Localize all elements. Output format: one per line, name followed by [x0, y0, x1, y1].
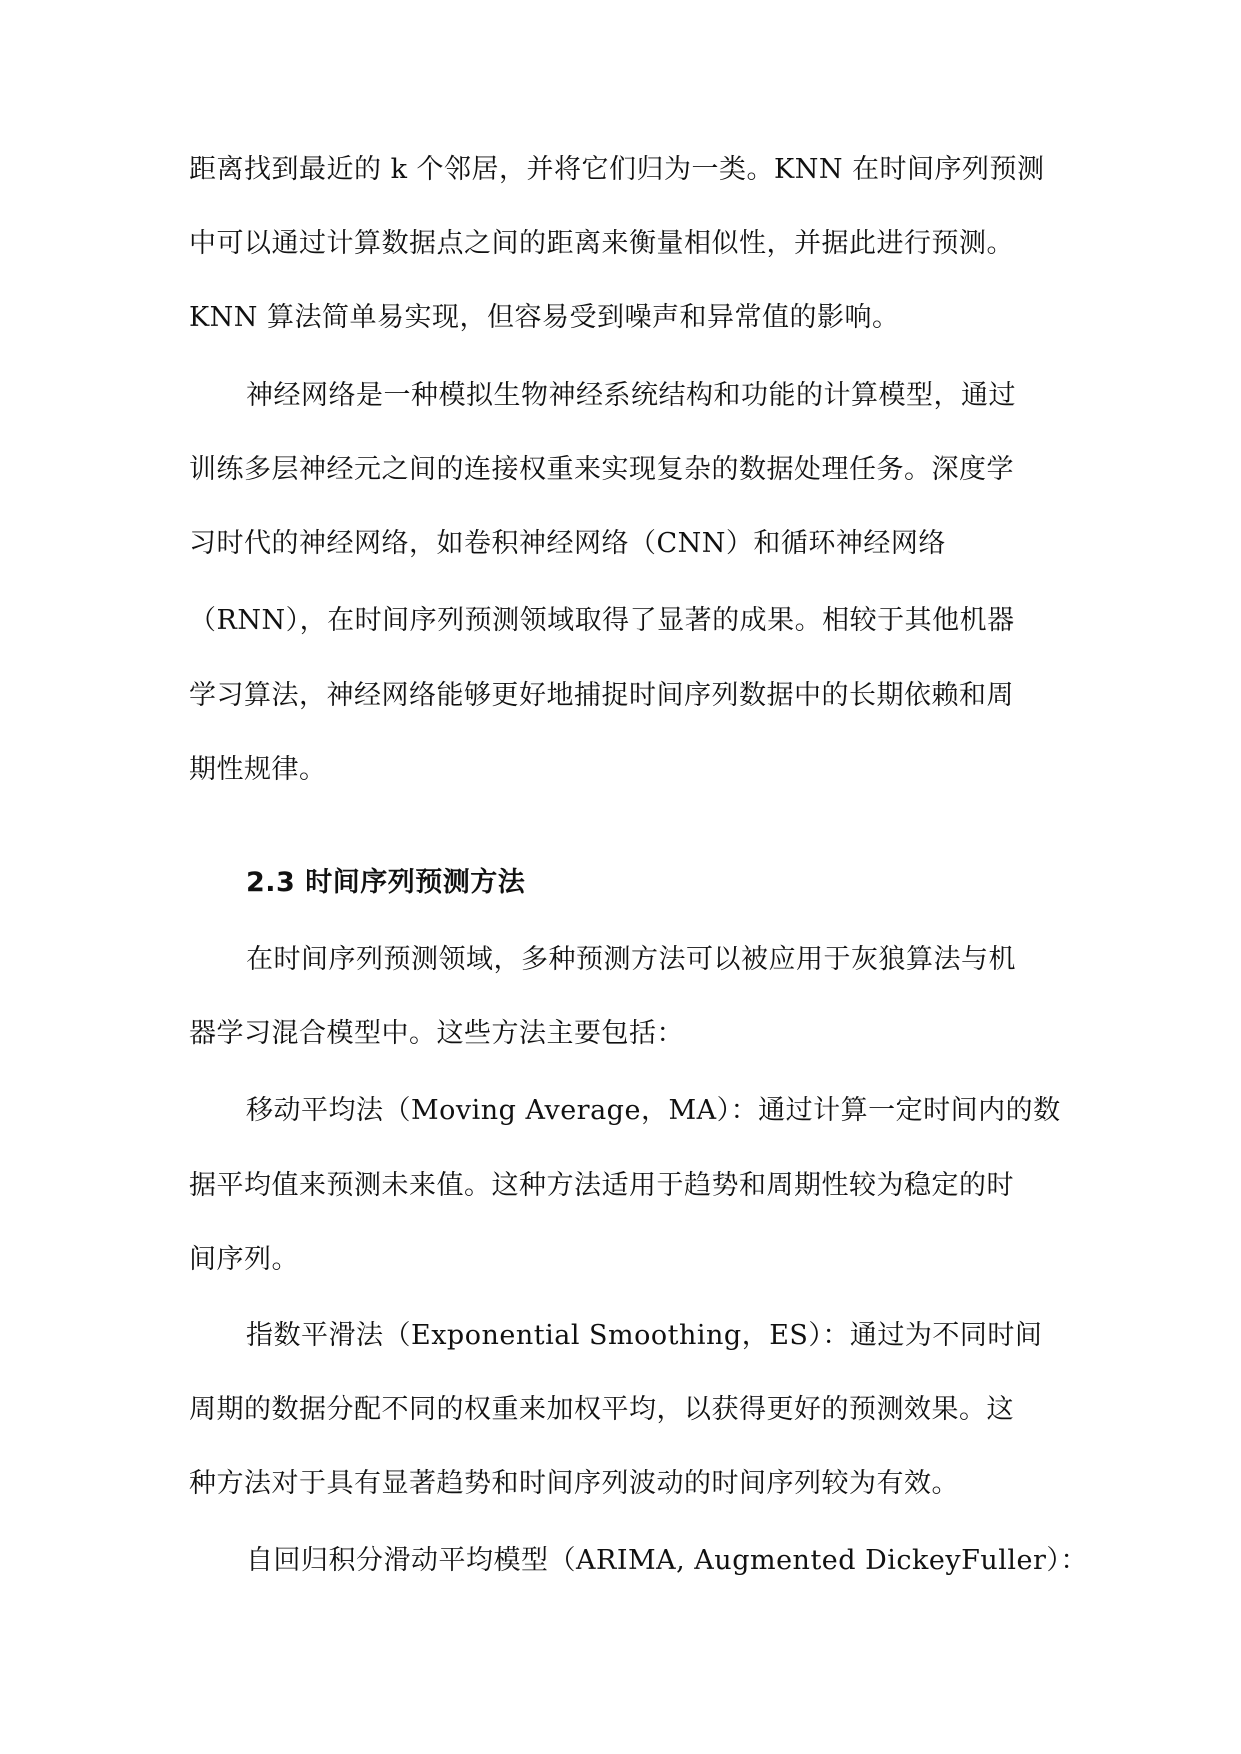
paragraph-es-line-3: 种方法对于具有显著趋势和时间序列波动的时间序列较为有效。 [189, 1468, 959, 1499]
paragraph-nn-line-4: （RNN），在时间序列预测领域取得了显著的成果。相较于其他机器 [189, 605, 1015, 636]
section-heading: 2.3 时间序列预测方法 [246, 867, 526, 898]
paragraph-ma-line-2: 据平均值来预测未来值。这种方法适用于趋势和周期性较为稳定的时 [189, 1170, 1014, 1201]
paragraph-nn-line-5: 学习算法，神经网络能够更好地捕捉时间序列数据中的长期依赖和周 [189, 680, 1014, 711]
paragraph-nn-line-6: 期性规律。 [189, 754, 327, 785]
paragraph-ma-line-1: 移动平均法（Moving Average，MA）：通过计算一定时间内的数 [246, 1095, 1061, 1126]
paragraph-arima-line-1: 自回归积分滑动平均模型（ARIMA, Augmented DickeyFuller）： [246, 1545, 1088, 1576]
paragraph-ma-line-3: 间序列。 [189, 1244, 299, 1275]
paragraph-nn-line-2: 训练多层神经元之间的连接权重来实现复杂的数据处理任务。深度学 [189, 454, 1014, 485]
paragraph-es-line-1: 指数平滑法（Exponential Smoothing，ES）：通过为不同时间 [246, 1320, 1043, 1351]
paragraph-knn-line-2: 中可以通过计算数据点之间的距离来衡量相似性，并据此进行预测。 [189, 228, 1014, 259]
paragraph-knn-line-1: 距离找到最近的 k 个邻居，并将它们归为一类。KNN 在时间序列预测 [189, 154, 1045, 185]
paragraph-knn-line-3: KNN 算法简单易实现，但容易受到噪声和异常值的影响。 [189, 302, 900, 333]
paragraph-nn-line-3: 习时代的神经网络，如卷积神经网络（CNN）和循环神经网络 [189, 528, 946, 559]
paragraph-nn-line-1: 神经网络是一种模拟生物神经系统结构和功能的计算模型，通过 [246, 380, 1016, 411]
paragraph-es-line-2: 周期的数据分配不同的权重来加权平均，以获得更好的预测效果。这 [189, 1394, 1014, 1425]
paragraph-methods-line-2: 器学习混合模型中。这些方法主要包括： [189, 1018, 684, 1049]
paragraph-methods-line-1: 在时间序列预测领域，多种预测方法可以被应用于灰狼算法与机 [246, 944, 1016, 975]
